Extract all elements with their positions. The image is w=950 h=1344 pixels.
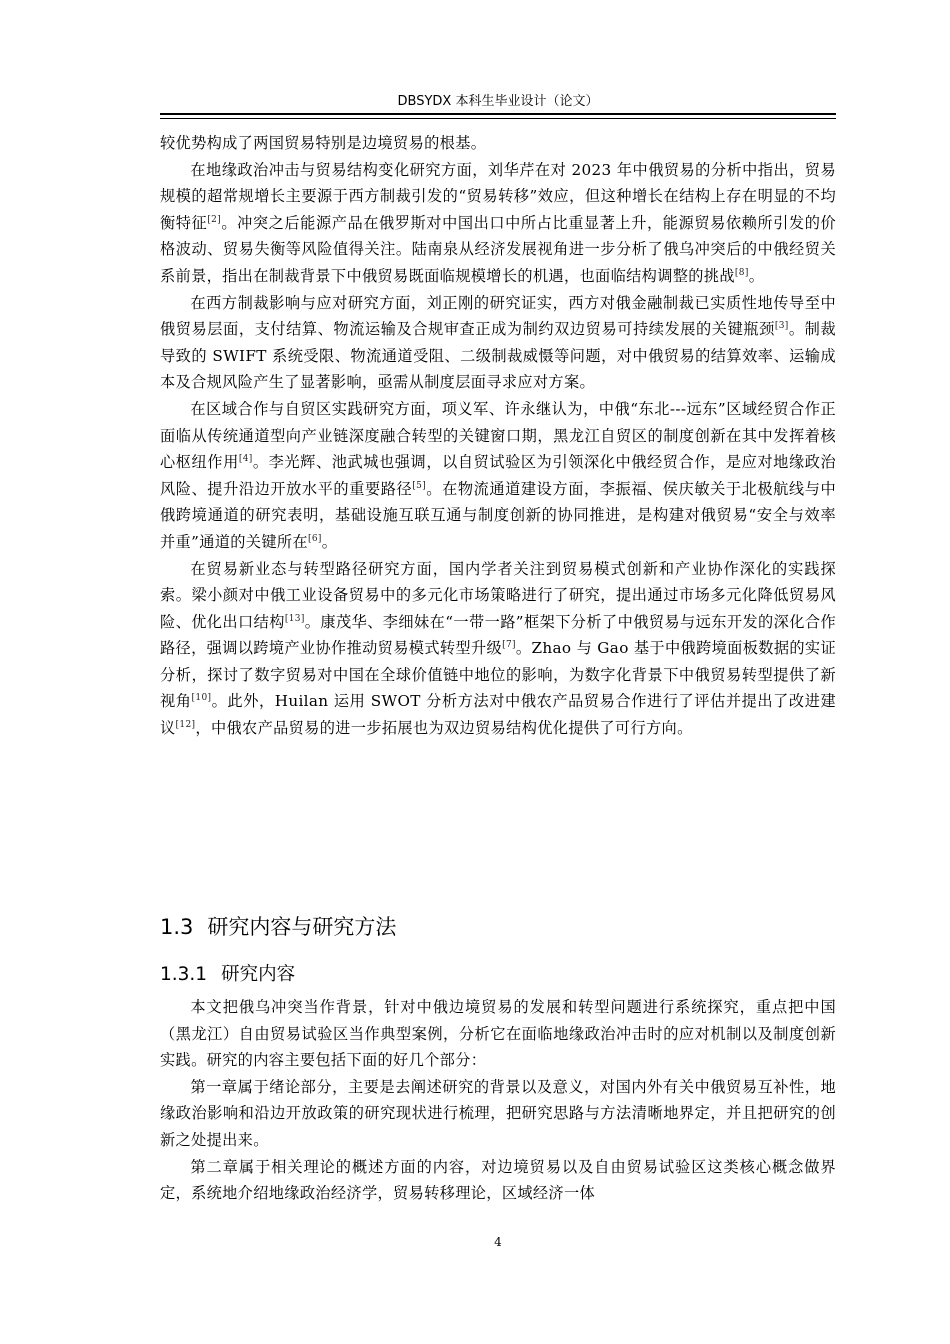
paragraph (160, 556, 836, 742)
citation-marker: [4] (238, 454, 253, 465)
body-text-bottom (160, 994, 836, 1207)
paragraph-text: 。冲突之后能源产品在俄罗斯对中国出口中所占比重显著上升，能源贸易依赖所引发的价格波动、贸易失衡等风险值得关注。陆南泉从经济发展视角进一步分析了俄乌冲突后的中俄经贸关系前景，指出在制裁背景下中俄贸易既面临规模增长的机遇，也面临结构调整的挑战 (160, 213, 836, 285)
citation-marker: [13] (284, 613, 305, 624)
paragraph-text: 在区域合作与自贸区实践研究方面，项义军、许永继认为，中俄“东北---远东”区域经贸合作正面临从传统通道型向产业链深度融合转型的关键窗口期，黑龙江自贸区的制度创新在其中发挥着核心枢纽作用 (160, 399, 836, 472)
paragraph-text: 在地缘政治冲击与贸易结构变化研究方面，刘华芹在对 2023 年中俄贸易的分析中指出，贸易规模的超常规增长主要源于西方制裁引发的“贸易转移”效应，但这种增长在结构上存在明显的不均衡特征 (160, 160, 836, 232)
page-number: 4 (494, 1235, 502, 1249)
paragraph-text: 。 (748, 266, 765, 285)
header-rule-thick (160, 113, 836, 115)
section-number: 1.3 (160, 915, 194, 939)
body-text-top (160, 130, 836, 742)
paragraph (160, 994, 836, 1074)
paragraph-text: 第二章属于相关理论的概述方面的内容，对边境贸易以及自由贸易试验区这类核心概念做界定，系统地介绍地缘政治经济学，贸易转移理论，区域经济一体 (160, 1157, 836, 1203)
paragraph (160, 157, 836, 290)
paragraph-text: 第一章属于绪论部分，主要是去阐述研究的背景以及意义，对国内外有关中俄贸易互补性，地缘政治影响和沿边开放政策的研究现状进行梳理，把研究思路与方法清晰地界定，并且把研究的创新之处提出来。 (160, 1077, 836, 1149)
section-title: 研究内容与研究方法 (207, 915, 397, 939)
citation-marker: [5] (412, 480, 427, 491)
page-header: DBSYDX 本科生毕业设计（论文） (397, 94, 599, 109)
paragraph-text: 。李光辉、池武城也强调，以自贸试验区为引领深化中俄经贸合作，是应对地缘政治风险、提升沿边开放水平的重要路径 (160, 453, 837, 498)
subsection-title: 研究内容 (221, 964, 296, 985)
citation-marker: [10] (191, 693, 212, 704)
paragraph (160, 290, 836, 396)
citation-marker: [2] (207, 214, 222, 225)
paragraph-text: ，中俄农产品贸易的进一步拓展也为双边贸易结构优化提供了可行方向。 (195, 719, 693, 738)
paragraph-text: 。此外，Huilan 运用 SWOT 分析方法对中俄农产品贸易合作进行了评估并提出了改进建议 (160, 692, 837, 738)
header-rule-thin (160, 118, 836, 119)
citation-marker: [12] (175, 720, 196, 731)
paragraph-text: 本文把俄乌冲突当作背景，针对中俄边境贸易的发展和转型问题进行系统探究，重点把中国（黑龙江）自由贸易试验区当作典型案例，分析它在面临地缘政治冲击时的应对机制以及制度创新实践。研究的内容主要包括下面的好几个部分： (160, 998, 836, 1070)
paragraph (160, 130, 836, 157)
section-heading (160, 913, 396, 941)
paragraph (160, 396, 836, 556)
subsection-number: 1.3.1 (160, 964, 208, 985)
paragraph-text: 。康茂华、李细妹在“一带一路”框架下分析了中俄贸易与远东开发的深化合作路径，强调以跨境产业协作推动贸易模式转型升级 (160, 612, 836, 658)
citation-marker: [6] (307, 533, 322, 544)
citation-marker: [3] (774, 321, 789, 332)
paragraph-text: 在西方制裁影响与应对研究方面，刘正刚的研究证实，西方对俄金融制裁已实质性地传导至中俄贸易层面，支付结算、物流运输及合规审查正成为制约双边贸易可持续发展的关键瓶颈 (160, 293, 836, 339)
subsection-heading (160, 962, 295, 988)
paragraph-text: 。制裁导致的 SWIFT 系统受限、物流通道受阻、二级制裁威慑等问题，对中俄贸易的结算效率、运输成本及合规风险产生了显著影响，亟需从制度层面寻求应对方案。 (160, 320, 836, 392)
paragraph-text: 在贸易新业态与转型路径研究方面，国内学者关注到贸易模式创新和产业协作深化的实践探索。梁小颜对中俄工业设备贸易中的多元化市场策略进行了研究，提出通过市场多元化降低贸易风险、优化出口结构 (160, 559, 836, 631)
paragraph (160, 1074, 836, 1154)
paragraph-text: 较优势构成了两国贸易特别是边境贸易的根基。 (160, 134, 487, 152)
citation-marker: [7] (502, 640, 516, 651)
paragraph-text: 。在物流通道建设方面，李振福、侯庆敏关于北极航线与中俄跨境通道的研究表明，基础设施互联互通与制度创新的协同推进，是构建对俄贸易“安全与效率并重”通道的关键所在 (160, 479, 836, 551)
citation-marker: [8] (734, 267, 749, 278)
paragraph (160, 1154, 836, 1207)
paragraph-text: 。Zhao 与 Gao 基于中俄跨境面板数据的实证分析，探讨了数字贸易对中国在全球价值链中地位的影响，为数字化背景下中俄贸易转型提供了新视角 (160, 639, 836, 711)
paragraph-text: 。 (321, 532, 338, 551)
